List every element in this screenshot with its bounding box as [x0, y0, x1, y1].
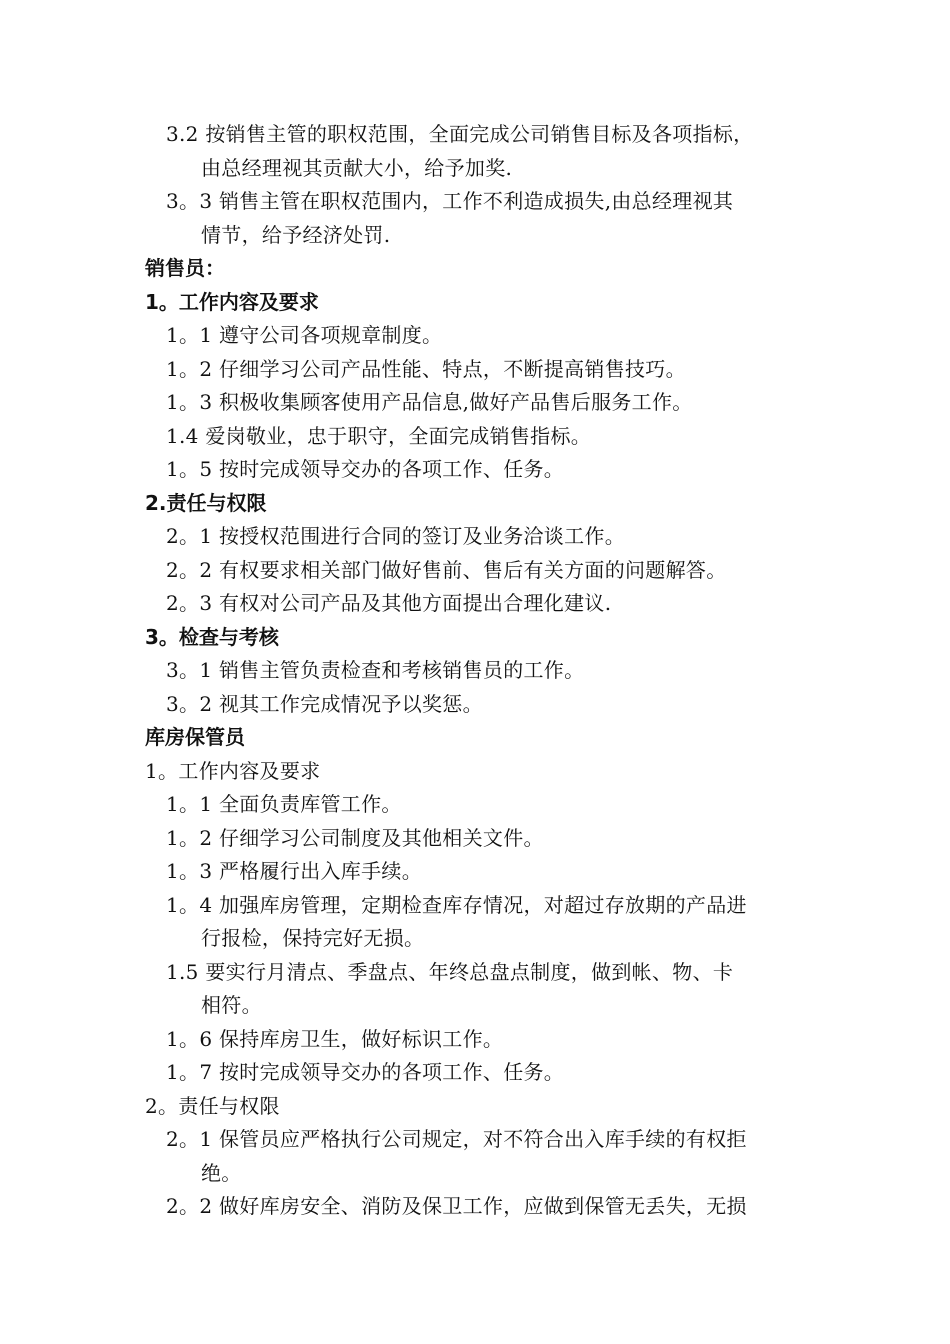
- subsection-title: 1。工作内容及要求: [145, 758, 321, 783]
- list-item: 2。2 做好库房安全、消防及保卫工作，应做到保管无丢失，无损: [166, 1194, 747, 1218]
- subsection-title: 2。责任与权限: [145, 1093, 280, 1118]
- list-item: 2。1 保管员应严格执行公司规定，对不符合出入库手续的有权拒: [166, 1127, 747, 1151]
- list-item: 1。7 按时完成领导交办的各项工作、任务。: [166, 1060, 565, 1084]
- list-item: 3。1 销售主管负责检查和考核销售员的工作。: [166, 658, 585, 682]
- list-item: 1.5 要实行月清点、季盘点、年终总盘点制度，做到帐、物、卡: [166, 959, 734, 984]
- list-item: 3。2 视其工作完成情况予以奖惩。: [166, 691, 483, 716]
- section-heading: 2.责任与权限: [145, 490, 267, 515]
- section-heading: 1。工作内容及要求: [145, 289, 319, 314]
- paragraph-continuation: 行报检，保持完好无损。: [201, 926, 425, 950]
- list-item: 1。3 积极收集顾客使用产品信息,做好产品售后服务工作。: [166, 390, 693, 414]
- section-heading: 销售员：: [145, 256, 225, 280]
- list-item: 1。2 仔细学习公司制度及其他相关文件。: [166, 825, 544, 850]
- paragraph-continuation: 情节，给予经济处罚.: [201, 222, 391, 247]
- section-heading: 库房保管员: [145, 725, 245, 749]
- document-page: [0, 118, 950, 1224]
- list-item: 1。1 全面负责库管工作。: [166, 792, 402, 816]
- list-item: 1.4 爱岗敬业，忠于职守，全面完成销售指标。: [166, 423, 592, 448]
- list-item: 2。1 按授权范围进行合同的签订及业务洽谈工作。: [166, 524, 626, 548]
- list-item: 1。1 遵守公司各项规章制度。: [166, 323, 443, 347]
- list-item: 1。4 加强库房管理，定期检查库存情况，对超过存放期的产品进: [166, 892, 747, 917]
- paragraph-continuation: 绝。: [201, 1160, 242, 1185]
- paragraph-continuation: 由总经理视其贡献大小，给予加奖.: [201, 155, 513, 180]
- list-item: 1。2 仔细学习公司产品性能、特点，不断提高销售技巧。: [166, 356, 686, 381]
- paragraph-continuation: 相符。: [201, 993, 262, 1017]
- list-item: 3。3 销售主管在职权范围内，工作不利造成损失,由总经理视其: [166, 189, 734, 213]
- list-item: 1。5 按时完成领导交办的各项工作、任务。: [166, 457, 565, 481]
- list-item: 2。2 有权要求相关部门做好售前、售后有关方面的问题解答。: [166, 557, 727, 582]
- list-item: 1。3 严格履行出入库手续。: [166, 859, 423, 883]
- list-item: 3.2 按销售主管的职权范围，全面完成公司销售目标及各项指标，: [166, 122, 754, 146]
- section-heading: 3。检查与考核: [145, 624, 279, 649]
- list-item: 2。3 有权对公司产品及其他方面提出合理化建议.: [166, 591, 612, 615]
- list-item: 1。6 保持库房卫生，做好标识工作。: [166, 1026, 504, 1051]
